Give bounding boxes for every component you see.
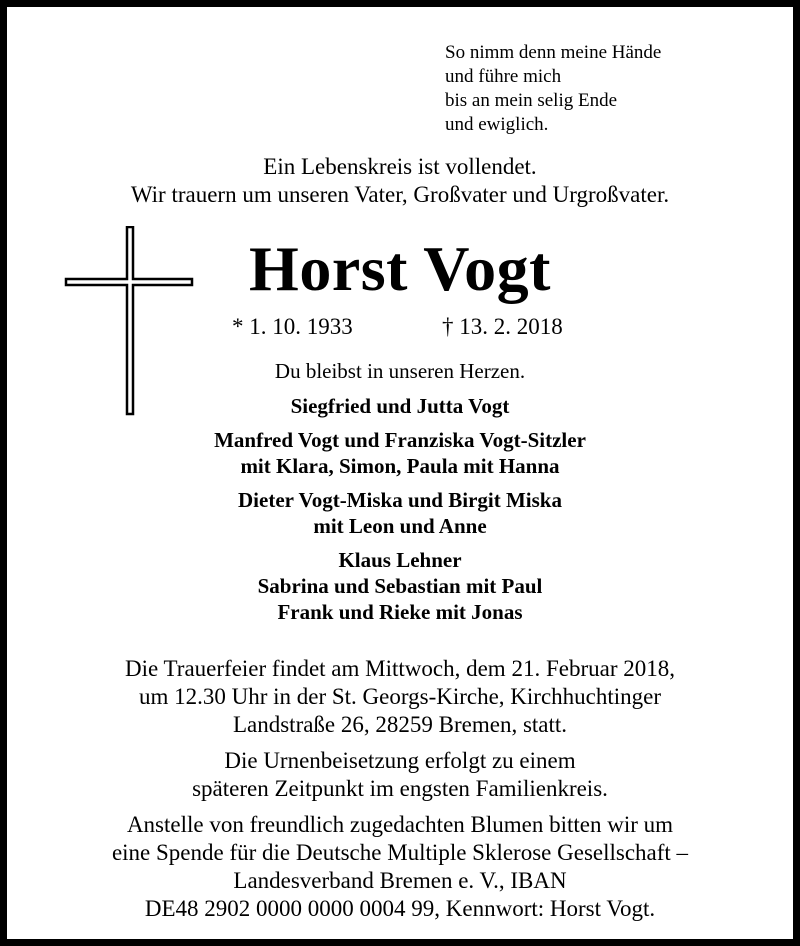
intro-line: Ein Lebenskreis ist vollendet. bbox=[263, 154, 537, 179]
mourner-line: Klaus Lehner bbox=[338, 548, 462, 572]
mourner-group bbox=[7, 427, 793, 479]
funeral-line: Landstraße 26, 28259 Bremen, statt. bbox=[232, 712, 568, 737]
mourner-line: Frank und Rieke mit Jonas bbox=[277, 600, 523, 624]
donation-line: Anstelle von freundlich zugedachten Blumen bitten wir um bbox=[126, 812, 674, 837]
donation-line: DE48 2902 0000 0000 0004 99, Kennwort: Horst Vogt. bbox=[144, 896, 656, 921]
mourner-line: Siegfried und Jutta Vogt bbox=[290, 394, 510, 418]
verse bbox=[445, 41, 661, 137]
mourner-group bbox=[7, 487, 793, 539]
burial-line: Die Urnenbeisetzung erfolgt zu einem bbox=[224, 748, 576, 773]
mourner-group bbox=[7, 547, 793, 625]
mourner-line: mit Klara, Simon, Paula mit Hanna bbox=[240, 454, 560, 478]
deceased-name: Horst Vogt bbox=[249, 233, 551, 304]
mourner-line: mit Leon und Anne bbox=[313, 514, 487, 538]
funeral-information bbox=[7, 655, 793, 931]
mourner-line: Dieter Vogt-Miska und Birgit Miska bbox=[238, 488, 562, 512]
mourners-list bbox=[7, 393, 793, 633]
intro-line: Wir trauern um unseren Vater, Großvater und Urgroßvater. bbox=[130, 182, 670, 207]
donation-line: Landesverband Bremen e. V., IBAN bbox=[233, 868, 567, 893]
donation-line: eine Spende für die Deutsche Multiple Sklerose Gesellschaft – bbox=[111, 840, 689, 865]
mourner-line: Sabrina und Sebastian mit Paul bbox=[257, 574, 543, 598]
verse-line: und ewiglich. bbox=[445, 114, 549, 135]
mourner-group bbox=[7, 393, 793, 419]
burial-paragraph bbox=[7, 747, 793, 803]
funeral-paragraph bbox=[7, 655, 793, 739]
mourner-line: Manfred Vogt und Franziska Vogt-Sitzler bbox=[214, 428, 586, 452]
funeral-line: Die Trauerfeier findet am Mittwoch, dem 21. Februar 2018, bbox=[125, 656, 675, 681]
verse-line: und führe mich bbox=[445, 66, 562, 87]
burial-line: späteren Zeitpunkt im engsten Familienkreis. bbox=[192, 776, 608, 801]
intro-text bbox=[7, 153, 793, 209]
verse-line: bis an mein selig Ende bbox=[445, 90, 618, 111]
death-date: † 13. 2. 2018 bbox=[442, 314, 563, 339]
funeral-line: um 12.30 Uhr in der St. Georgs-Kirche, Kirchhuchtinger bbox=[138, 684, 662, 709]
verse-line: So nimm denn meine Hände bbox=[445, 42, 662, 63]
birth-date: * 1. 10. 1933 bbox=[232, 314, 353, 339]
motto: Du bleibst in unseren Herzen. bbox=[274, 359, 526, 383]
donation-paragraph bbox=[7, 811, 793, 923]
